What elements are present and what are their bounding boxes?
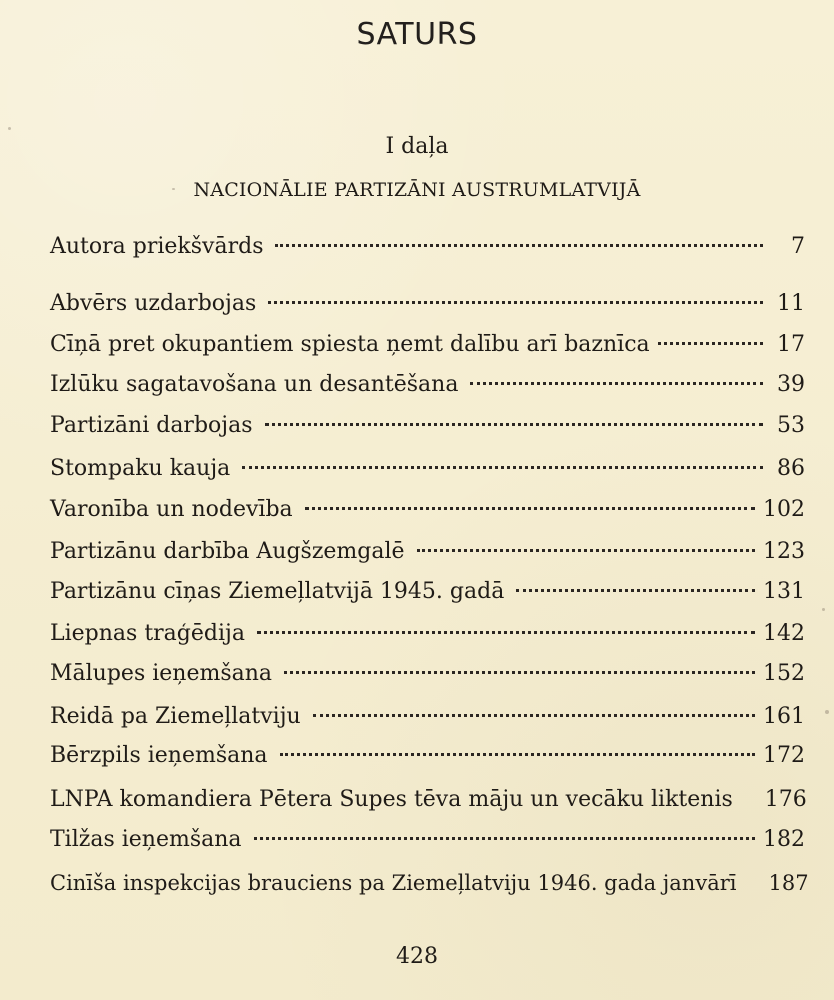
toc-entry-page: 86 xyxy=(777,456,805,481)
dot-leader xyxy=(280,753,755,756)
toc-entry-page: 53 xyxy=(777,413,805,438)
toc-entry xyxy=(50,367,805,403)
toc-entry-title: Partizāni darbojas xyxy=(50,413,253,438)
toc-entry-page: 161 xyxy=(763,704,805,729)
toc-entry-page: 39 xyxy=(777,372,805,397)
dot-leader xyxy=(257,631,755,634)
toc-entry-page: 17 xyxy=(777,332,805,357)
toc-entry xyxy=(50,534,805,570)
toc-entry xyxy=(50,699,805,735)
toc-entry-title: Varonība un nodevība xyxy=(50,497,293,522)
toc-entry-page: 182 xyxy=(763,827,805,852)
dot-leader xyxy=(284,671,755,674)
dot-leader xyxy=(254,837,755,840)
toc-entry xyxy=(50,286,805,322)
toc-entry-title: Stompaku kauja xyxy=(50,456,231,481)
paper-speck xyxy=(172,188,175,190)
toc-entry-page: 123 xyxy=(763,539,805,564)
toc-entry xyxy=(50,865,809,901)
toc-entry xyxy=(50,782,805,818)
toc-entry-page: 11 xyxy=(777,291,805,316)
toc-entry xyxy=(50,327,805,363)
toc-entry-title: Partizānu cīņas Ziemeļlatvijā 1945. gadā xyxy=(50,579,505,604)
toc-entry-page: 176 xyxy=(764,787,807,812)
toc-entry xyxy=(50,451,805,487)
toc-entry-title: Izlūku sagatavošana un desantēšana xyxy=(50,372,459,397)
toc-entry-title: LNPA komandiera Pētera Supes tēva māju un vecāku liktenis xyxy=(50,787,733,812)
page-title: SATURS xyxy=(356,17,478,52)
dot-leader xyxy=(268,301,763,304)
toc-entry xyxy=(50,492,805,528)
dot-leader xyxy=(516,589,755,592)
dot-leader xyxy=(658,342,763,345)
toc-entry-title: Reidā pa Ziemeļlatviju xyxy=(50,704,301,729)
toc-entry-page: 102 xyxy=(763,497,805,522)
toc-entry-title: Tilžas ieņemšana xyxy=(50,827,242,852)
paper-speck xyxy=(8,127,11,130)
toc-entry xyxy=(50,574,805,610)
toc-entry xyxy=(50,738,805,774)
toc-entry-page: 172 xyxy=(763,743,805,768)
toc-entry xyxy=(50,822,805,858)
toc-entry-title: Cinīša inspekcijas brauciens pa Ziemeļlatviju 1946. gada janvārī xyxy=(50,871,737,895)
paper-speck xyxy=(822,608,825,611)
toc-entry-page: 7 xyxy=(791,234,805,259)
page-number: 428 xyxy=(396,944,438,969)
toc-entry-title: Autora priekšvārds xyxy=(50,234,264,259)
toc-entry-title: Bērzpils ieņemšana xyxy=(50,743,268,768)
toc-entry-title: Liepnas traģēdija xyxy=(50,621,245,646)
dot-leader xyxy=(242,466,763,469)
toc-entry-page: 142 xyxy=(763,621,805,646)
dot-leader xyxy=(470,382,763,385)
dot-leader xyxy=(275,244,763,247)
toc-entry-page: 187 xyxy=(768,871,809,895)
toc-entry-title: Mālupes ieņemšana xyxy=(50,661,273,686)
toc-entry xyxy=(50,656,805,692)
dot-leader xyxy=(305,507,755,510)
dot-leader xyxy=(313,714,755,717)
toc-entry-title: Cīņā pret okupantiem spiesta ņemt dalību arī baznīca xyxy=(50,332,650,357)
dot-leader xyxy=(265,423,763,426)
section-subtitle: NACIONĀLIE PARTIZĀNI AUSTRUMLATVIJĀ xyxy=(193,179,641,201)
part-heading: I daļa xyxy=(385,134,449,159)
paper-speck xyxy=(825,710,829,714)
toc-entry xyxy=(50,616,805,652)
toc-entry-title: Partizānu darbība Augšzemgalē xyxy=(50,539,405,564)
toc-entry-title: Abvērs uzdarbojas xyxy=(50,291,257,316)
toc-entry xyxy=(50,408,805,444)
dot-leader xyxy=(417,549,755,552)
toc-entry-page: 131 xyxy=(763,579,805,604)
toc-entry xyxy=(50,229,805,265)
toc-entry-page: 152 xyxy=(763,661,805,686)
